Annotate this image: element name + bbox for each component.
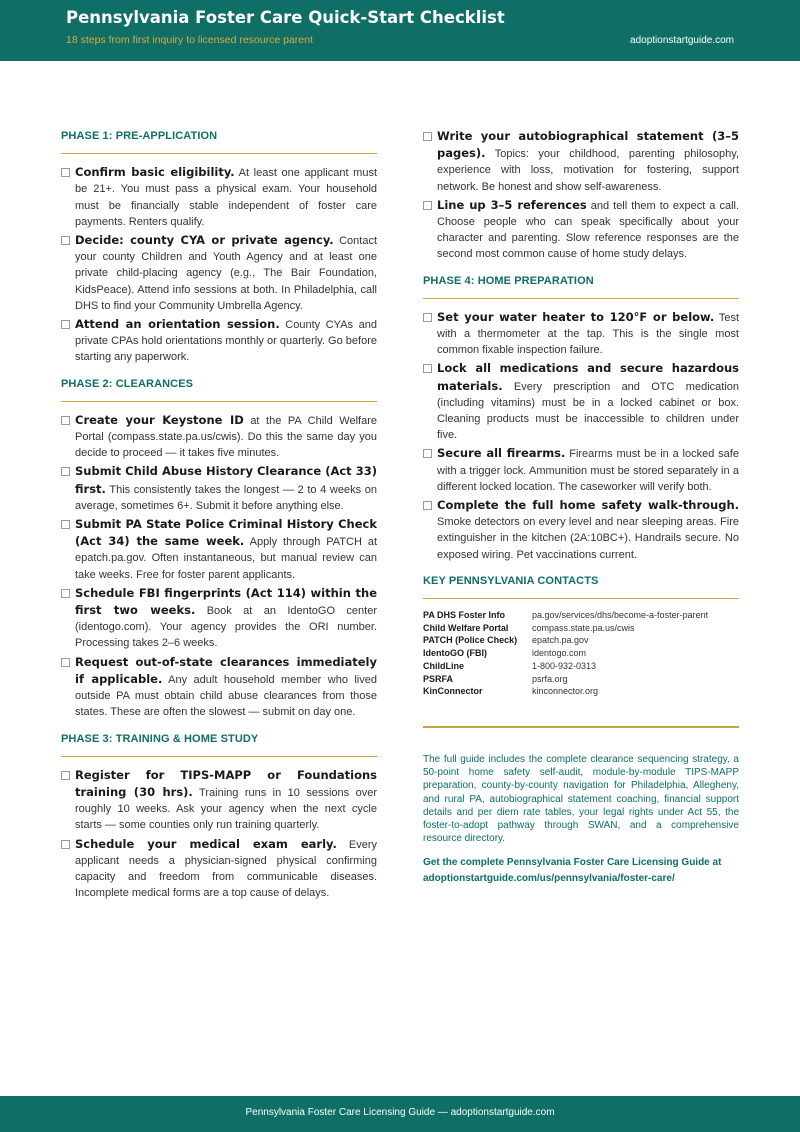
phase-1-heading: PHASE 1: PRE-APPLICATION [61, 130, 218, 142]
item-text: Every applicant needs a physician-signed physical confirming capacity and freedom from communicable diseases. Incomplete medical forms are a top cause of delays. [75, 838, 377, 900]
item-lead: Lock all medications and secure hazardous materials. [437, 361, 739, 393]
item-text: Firearms must be in a locked safe with a trigger lock. Ammunition must be stored separately in a different locked location. The caseworker will verify both. [437, 448, 739, 493]
page-title: Pennsylvania Foster Care Quick-Start Checklist [66, 8, 505, 27]
checkbox[interactable] [61, 168, 70, 177]
checkbox[interactable] [423, 364, 432, 373]
footer-text: Pennsylvania Foster Care Licensing Guide — adoptionstartguide.com [245, 1107, 555, 1118]
checklist-item [423, 309, 739, 359]
item-lead: Register for TIPS-MAPP or Foundations training (30 hrs). [75, 767, 377, 799]
page-subtitle: 18 steps from first inquiry to licensed resource parent [66, 34, 313, 46]
checklist-item [61, 463, 377, 514]
item-lead: Set your water heater to 120°F or below. [437, 309, 715, 324]
item-lead: Create your Keystone ID [75, 412, 244, 427]
checkbox[interactable] [61, 416, 70, 425]
contact-row [423, 609, 739, 622]
contact-name: Child Welfare Portal [423, 622, 509, 633]
item-text: County CYAs and private CPAs hold orientations monthly or quarterly. Go before starting any paperwork. [75, 319, 377, 364]
phase-3-heading: PHASE 3: TRAINING & HOME STUDY [61, 732, 259, 745]
item-text: This consistently takes the longest — 2 to 4 weeks on average, sometimes 6+. Submit it before anything else. [75, 483, 377, 512]
contact-row [423, 685, 739, 698]
checklist-item [61, 232, 377, 314]
phase-divider [61, 401, 377, 402]
item-text: At least one applicant must be 21+. You must pass a physical exam. Your household must be financially stable independent of foster care payments. Renters qualify. [75, 167, 377, 228]
item-text: Contact your county Children and Youth Agency and at least one private child-placing agency (e.g., The Bair Foundation, KidsPeace). Attend info sessions at both. In Philadelphia, call DHS to find your Community Umbrella Agency. [75, 235, 378, 312]
phase-divider [61, 153, 377, 154]
checklist-item [61, 164, 377, 230]
phase-divider [61, 756, 377, 757]
item-lead: Attend an orientation session. [75, 317, 280, 332]
checkbox[interactable] [423, 449, 432, 458]
checkbox[interactable] [423, 313, 432, 322]
item-text: Training runs in 10 sessions over roughly 10 weeks. Ask your agency when the next cycle starts — some counties only run training quarterly. [75, 786, 377, 832]
contact-name: PSRFA [423, 673, 454, 684]
item-text: at the PA Child Welfare Portal (compass.state.pa.us/cwis). Do this the same day you decide to proceed — it takes five minutes. [75, 414, 377, 460]
checkbox[interactable] [61, 467, 70, 476]
contact-name: IdentoGO (FBI) [423, 648, 487, 659]
item-lead: Submit Child Abuse History Clearance (Act 33) first. [75, 464, 377, 496]
checkbox[interactable] [61, 771, 70, 780]
contact-link[interactable]: psrfa.org [532, 673, 568, 684]
item-text: Book at an IdentoGO center (identogo.com). Your agency provides the ORI number. Processing takes 2–6 weeks. [75, 605, 377, 650]
checklist-item [423, 128, 739, 195]
item-lead: Line up 3–5 references [437, 197, 587, 212]
contact-link[interactable]: kinconnector.org [532, 686, 599, 697]
contact-phone[interactable]: 1-800-932-0313 [532, 660, 597, 671]
phase-divider [423, 298, 739, 299]
contact-name: PA DHS Foster Info [423, 610, 506, 621]
item-lead: Schedule your medical exam early. [75, 836, 337, 851]
checkbox[interactable] [61, 589, 70, 598]
checklist-item [423, 445, 739, 495]
checkbox[interactable] [61, 658, 70, 667]
guide-promo-text: The full guide includes the complete clearance sequencing strategy, a 50-point home safety self-audit, module-by-module TIPS-MAPP preparation, county-by-county navigation for Philadelphia, Allegheny, and rural PA, autobiographical statement coaching, financial support details and per diem rate tables, your legal rights under Act 55, the foster-to-adopt pathway through SWAN, and a comprehensive resource directory. [423, 754, 739, 845]
checkbox[interactable] [61, 520, 70, 529]
checklist-item [423, 497, 739, 563]
item-text: Apply through PATCH at epatch.pa.gov. Often instantaneous, but manual review can take weeks. Free for foster parent applicants. [75, 536, 377, 581]
contact-row [423, 647, 739, 660]
item-lead: Confirm basic eligibility. [75, 165, 235, 180]
checkbox[interactable] [423, 201, 432, 210]
checkbox[interactable] [61, 840, 70, 849]
contact-link[interactable]: identogo.com [532, 648, 587, 659]
checkbox[interactable] [61, 320, 70, 329]
item-lead: Request out-of-state clearances immediately if applicable. [75, 654, 377, 686]
phase-4-heading: PHASE 4: HOME PREPARATION [423, 274, 594, 287]
contact-name: KinConnector [423, 686, 483, 697]
contacts-table [423, 609, 739, 698]
contact-link[interactable]: epatch.pa.gov [532, 635, 589, 646]
contacts-divider [423, 726, 739, 728]
checklist-item [61, 516, 377, 583]
item-lead: Decide: county CYA or private agency. [75, 233, 334, 248]
header-site-link[interactable]: adoptionstartguide.com [630, 35, 734, 46]
page-header [0, 0, 800, 61]
checklist-item [61, 836, 377, 902]
contact-row [423, 660, 739, 673]
phase-2-heading: PHASE 2: CLEARANCES [61, 377, 194, 390]
item-lead: Secure all firearms. [437, 446, 566, 461]
checklist-item [61, 412, 377, 462]
item-text: and tell them to expect a call. Choose people who can speak specifically about your character and parenting. Slow reference responses are the second most common cause of home study delays. [437, 199, 740, 261]
contact-row [423, 634, 739, 647]
checklist-item [61, 767, 377, 834]
item-text: Every prescription and OTC medication (including vitamins) must be in a locked cabinet or box. Cleaning products must be inaccessible to children under five. [437, 380, 740, 442]
item-text: Topics: your childhood, parenting philosophy, experience with loss, motivation for fostering, support network. Be honest and show self-awareness. [437, 148, 739, 193]
contact-name: PATCH (Police Check) [423, 635, 518, 646]
checklist-item [423, 197, 739, 263]
page-footer [0, 1096, 800, 1132]
contact-row [423, 622, 739, 635]
contact-link[interactable]: pa.gov/services/dhs/become-a-foster-parent [532, 610, 709, 621]
checklist-item [61, 585, 377, 652]
checklist-item [61, 654, 377, 721]
contact-name: ChildLine [423, 660, 464, 671]
item-text: Smoke detectors on every level and near sleeping areas. Fire extinguisher in the kitchen (2A:10BC+). Handrails secure. No exposed wiring. Pet vaccinations current. [437, 516, 739, 561]
contact-row [423, 673, 739, 686]
item-text: Test with a thermometer at the tap. This is the single most common fixable inspection failure. [437, 311, 740, 357]
item-lead: Schedule FBI fingerprints (Act 114) within the first two weeks. [75, 585, 377, 618]
phase-divider [423, 598, 739, 599]
left-column [61, 128, 377, 903]
checkbox[interactable] [61, 236, 70, 245]
contact-link[interactable]: compass.state.pa.us/cwis [532, 622, 635, 633]
right-column [423, 128, 739, 887]
item-text: Any adult household member who lived outside PA must obtain child abuse clearances from those states. These are often the slowest — submit on day one. [75, 673, 377, 719]
contacts-heading: KEY PENNSYLVANIA CONTACTS [423, 574, 599, 587]
checkbox[interactable] [423, 501, 432, 510]
guide-cta-link[interactable]: Get the complete Pennsylvania Foster Care Licensing Guide at adoptionstartguide.com/us/pennsylvania/foster-care/ [423, 857, 722, 885]
item-lead: Submit PA State Police Criminal History Check (Act 34) the same week. [75, 517, 377, 549]
checklist-item [423, 360, 739, 443]
item-lead: Complete the full home safety walk-through. [437, 498, 739, 513]
checklist-item [61, 316, 377, 366]
checkbox[interactable] [423, 132, 432, 141]
item-lead: Write your autobiographical statement (3–5 pages). [437, 129, 739, 161]
